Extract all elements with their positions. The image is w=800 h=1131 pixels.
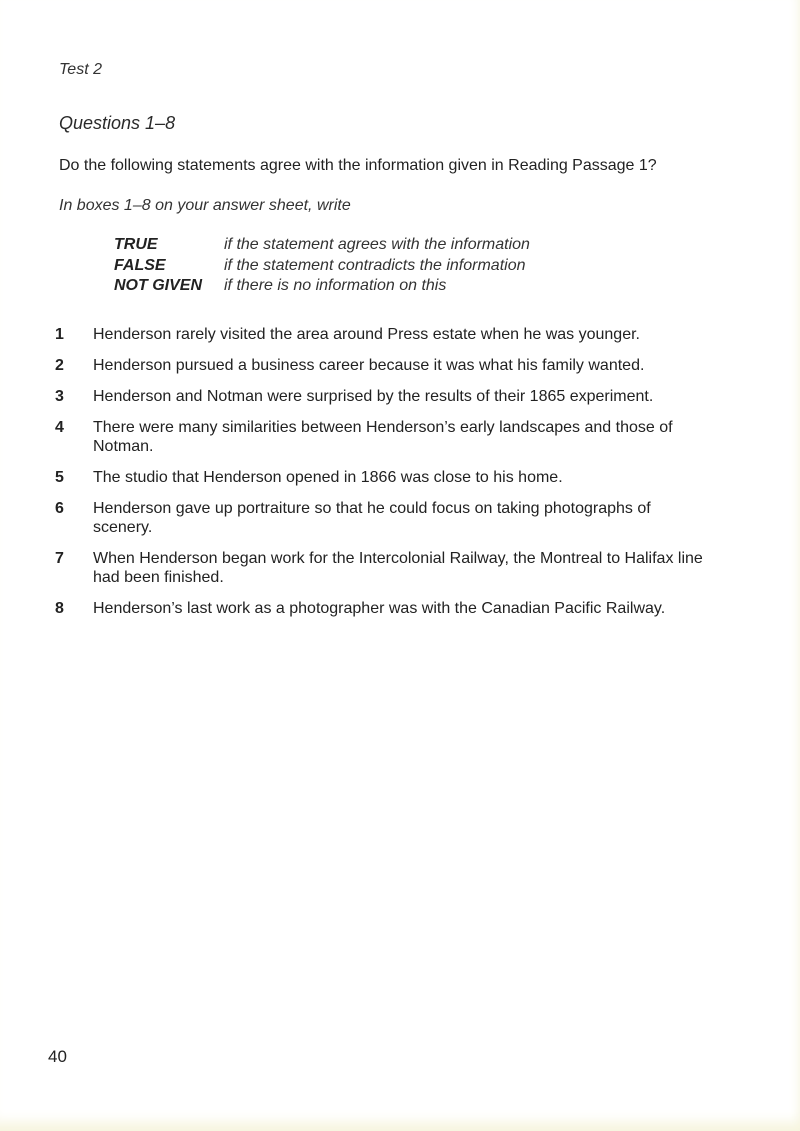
question-text: When Henderson began work for the Intercolonial Railway, the Montreal to Halifax line had been finished. [93, 550, 703, 586]
question-item [53, 325, 733, 344]
question-number: 8 [55, 600, 64, 617]
question-number: 3 [55, 388, 64, 405]
question-number: 4 [55, 419, 64, 436]
question-number: 2 [55, 357, 64, 374]
legend-row-not-given [114, 276, 530, 297]
legend-row-false [114, 256, 530, 277]
question-number: 5 [55, 469, 64, 486]
question-item [53, 499, 733, 537]
legend-key: TRUE [114, 236, 158, 253]
question-item [53, 418, 733, 456]
question-item [53, 387, 733, 406]
answer-sheet-instruction: In boxes 1–8 on your answer sheet, write [59, 197, 351, 214]
question-text: Henderson gave up portraiture so that he could focus on taking photographs of scenery. [93, 500, 651, 536]
legend-description: if the statement agrees with the information [224, 236, 530, 253]
legend-description: if the statement contradicts the information [224, 256, 526, 274]
instruction-text: Do the following statements agree with the information given in Reading Passage 1? [59, 157, 657, 174]
question-number: 7 [55, 550, 64, 567]
question-text: Henderson rarely visited the area around Press estate when he was younger. [93, 326, 640, 343]
test-label: Test 2 [59, 61, 102, 78]
question-item [53, 549, 733, 587]
question-text: Henderson’s last work as a photographer was with the Canadian Pacific Railway. [93, 600, 666, 617]
questions-heading: Questions 1–8 [59, 113, 176, 133]
question-item [53, 356, 733, 375]
legend-row-true [114, 235, 530, 256]
question-item [53, 468, 733, 487]
question-text: Henderson pursued a business career because it was what his family wanted. [93, 357, 645, 374]
question-number: 6 [55, 500, 64, 517]
question-item [53, 599, 733, 618]
legend-description: if there is no information on this [224, 277, 447, 294]
answer-legend [114, 235, 530, 297]
question-list [53, 325, 733, 618]
legend-key: NOT GIVEN [114, 277, 203, 294]
legend-key: FALSE [114, 256, 166, 274]
question-text: There were many similarities between Henderson’s early landscapes and those of Notman. [93, 419, 673, 455]
question-text: Henderson and Notman were surprised by the results of their 1865 experiment. [93, 388, 654, 405]
question-number: 1 [55, 326, 64, 343]
question-text: The studio that Henderson opened in 1866 was close to his home. [93, 469, 563, 486]
page-number: 40 [48, 1047, 67, 1066]
